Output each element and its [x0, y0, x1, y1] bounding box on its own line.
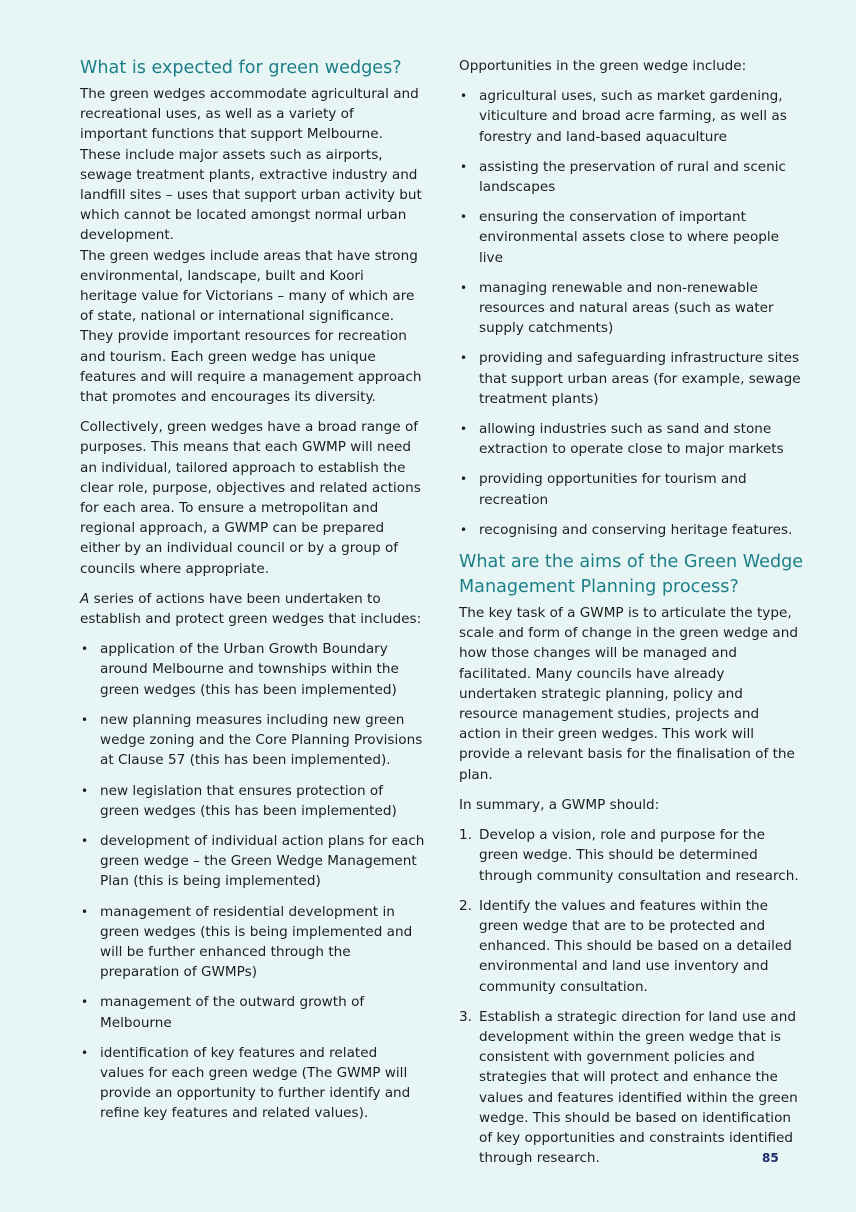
list-item: • managing renewable and non-renewable resources and natural areas (such as water supply catchments): [459, 278, 804, 339]
right-column: [459, 56, 804, 1178]
opportunities-list: [459, 86, 804, 540]
list-item: [459, 825, 804, 886]
step-number: 1.: [459, 827, 472, 844]
step-number: 3.: [459, 1008, 472, 1025]
list-item: • providing and safeguarding infrastructure sites that support urban areas (for example, sewage treatment plants): [459, 348, 804, 409]
list-item: [459, 896, 804, 997]
step-number: 2.: [459, 897, 472, 914]
list-item: • allowing industries such as sand and stone extraction to operate close to major markets: [459, 419, 804, 459]
list-item: • agricultural uses, such as market gardening, viticulture and broad acre farming, as well as forestry and land-based aquaculture: [459, 86, 804, 147]
paragraph-green-wedges-uses: The green wedges accommodate agricultural and recreational uses, as well as a variety of important functions that support Melbourne. These include major assets such as airports, sewage treatment plants, extractive industry and landfill sites – uses that support urban activity but which cannot be located amongst normal urban development.: [80, 86, 422, 244]
list-item: • development of individual action plans for each green wedge – the Green Wedge Management Plan (this is being implemented): [80, 831, 425, 892]
list-item: [459, 1007, 804, 1169]
paragraph-broad-purposes: Collectively, green wedges have a broad range of purposes. This means that each GWMP will need an individual, tailored approach to establish the clear role, purpose, objectives and related actions for each area. To ensure a metropolitan and regional approach, a GWMP can be prepared either by an individual council or by a group of councils where appropriate.: [80, 419, 421, 577]
paragraph-summary-intro: In summary, a GWMP should:: [459, 796, 660, 813]
actions-list: [80, 639, 425, 1123]
step-text: Develop a vision, role and purpose for the green wedge. This should be determined through community consultation and research.: [479, 827, 799, 884]
actions-intro-first-letter: A: [80, 590, 90, 607]
list-item: • application of the Urban Growth Boundary around Melbourne and townships within the green wedges (this has been implemented): [80, 639, 425, 700]
paragraph-opportunities-intro: Opportunities in the green wedge include:: [459, 58, 747, 74]
list-item: • management of residential development in green wedges (this is being implemented and will be further enhanced through the preparation of GWMPs): [80, 902, 425, 983]
list-item: • management of the outward growth of Melbourne: [80, 992, 425, 1032]
list-item: • recognising and conserving heritage features.: [459, 520, 804, 540]
paragraph-actions-intro: [80, 589, 425, 629]
list-item: • ensuring the conservation of important environmental assets close to where people live: [459, 207, 804, 268]
section-heading-aims: What are the aims of the Green Wedge Management Planning process?: [459, 552, 804, 598]
step-text: Identify the values and features within the green wedge that are to be protected and enhanced. This should be based on a detailed environmental and land use inventory and community consultation.: [479, 897, 792, 995]
step-text: Establish a strategic direction for land use and development within the green wedge that is consistent with government policies and strategies that will protect and enhance the values and features identified within the green wedge. This should be based on identification of key opportunities and constraints identified through research.: [479, 1008, 798, 1167]
left-column: [80, 56, 425, 1134]
list-item: • new legislation that ensures protection of green wedges (this has been implemented): [80, 781, 425, 821]
steps-list: [459, 825, 804, 1168]
list-item: • assisting the preservation of rural and scenic landscapes: [459, 157, 804, 197]
paragraph-green-wedges-value: The green wedges include areas that have strong environmental, landscape, built and Koori heritage value for Victorians – many of which are of state, national or international significance. They provide important resources for recreation and tourism. Each green wedge has unique features and will require a management approach that promotes and encourages its diversity.: [80, 247, 422, 406]
list-item: • identification of key features and related values for each green wedge (The GWMP will provide an opportunity to further identify and refine key features and related values).: [80, 1043, 425, 1124]
page-number: 85: [762, 1151, 779, 1165]
actions-intro-rest: series of actions have been undertaken to establish and protect green wedges that includes:: [80, 590, 422, 628]
section-heading-expected: What is expected for green wedges?: [80, 58, 402, 78]
list-item: • new planning measures including new green wedge zoning and the Core Planning Provisions at Clause 57 (this has been implemented).: [80, 710, 425, 771]
paragraph-key-task: The key task of a GWMP is to articulate the type, scale and form of change in the green wedge and how those changes will be managed and facilitated. Many councils have already undertaken strategic planning, policy and resource management studies, projects and action in their green wedges. This work will provide a relevant basis for the finalisation of the plan.: [459, 605, 798, 783]
list-item: • providing opportunities for tourism and recreation: [459, 469, 804, 509]
